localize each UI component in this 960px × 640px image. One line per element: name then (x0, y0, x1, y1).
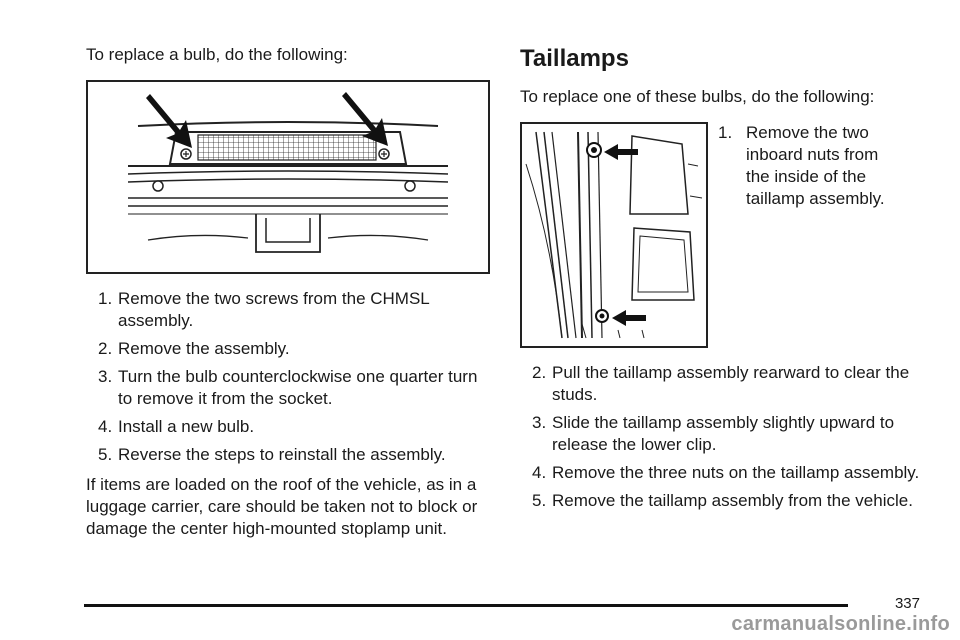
page-number: 337 (894, 595, 920, 612)
taillamp-figure (520, 122, 708, 348)
left-column (86, 44, 496, 540)
list-item: 2. Pull the taillamp assembly rearward to clear the studs. (532, 363, 910, 404)
list-item: 3. Slide the taillamp assembly slightly upward to release the lower clip. (532, 413, 895, 454)
taillamp-step-1: 1. Remove the two inboard nuts from the inside of the taillamp assembly. (718, 123, 885, 208)
watermark: carmanualsonline.info (731, 613, 950, 635)
list-item: 5. Reverse the steps to reinstall the assembly. (98, 445, 446, 464)
list-item: 5. Remove the taillamp assembly from the vehicle. (532, 491, 913, 510)
taillamp-figure-row (520, 122, 930, 348)
chmsl-figure (86, 80, 490, 274)
chmsl-intro: To replace a bulb, do the following: (86, 45, 348, 64)
list-item: 4. Install a new bulb. (98, 417, 255, 436)
section-heading: Taillamps (520, 45, 629, 72)
taillamp-steps (520, 362, 930, 512)
taillamp-intro: To replace one of these bulbs, do the following: (520, 87, 875, 106)
list-item: 1. Remove the two screws from the CHMSL assembly. (98, 289, 430, 330)
list-item: 2. Remove the assembly. (98, 339, 290, 358)
footer-rule (84, 604, 848, 607)
roof-load-note: If items are loaded on the roof of the vehicle, as in a luggage carrier, care should be taken not to block or damage the center high-mounted stoplamp unit. (86, 475, 478, 538)
right-column (520, 44, 930, 518)
list-item: 3. Turn the bulb counterclockwise one quarter turn to remove it from the socket. (98, 367, 478, 408)
taillamp-illustration (522, 124, 706, 346)
chmsl-steps (86, 288, 496, 466)
list-item: 4. Remove the three nuts on the taillamp assembly. (532, 463, 920, 482)
chmsl-illustration (88, 82, 488, 272)
